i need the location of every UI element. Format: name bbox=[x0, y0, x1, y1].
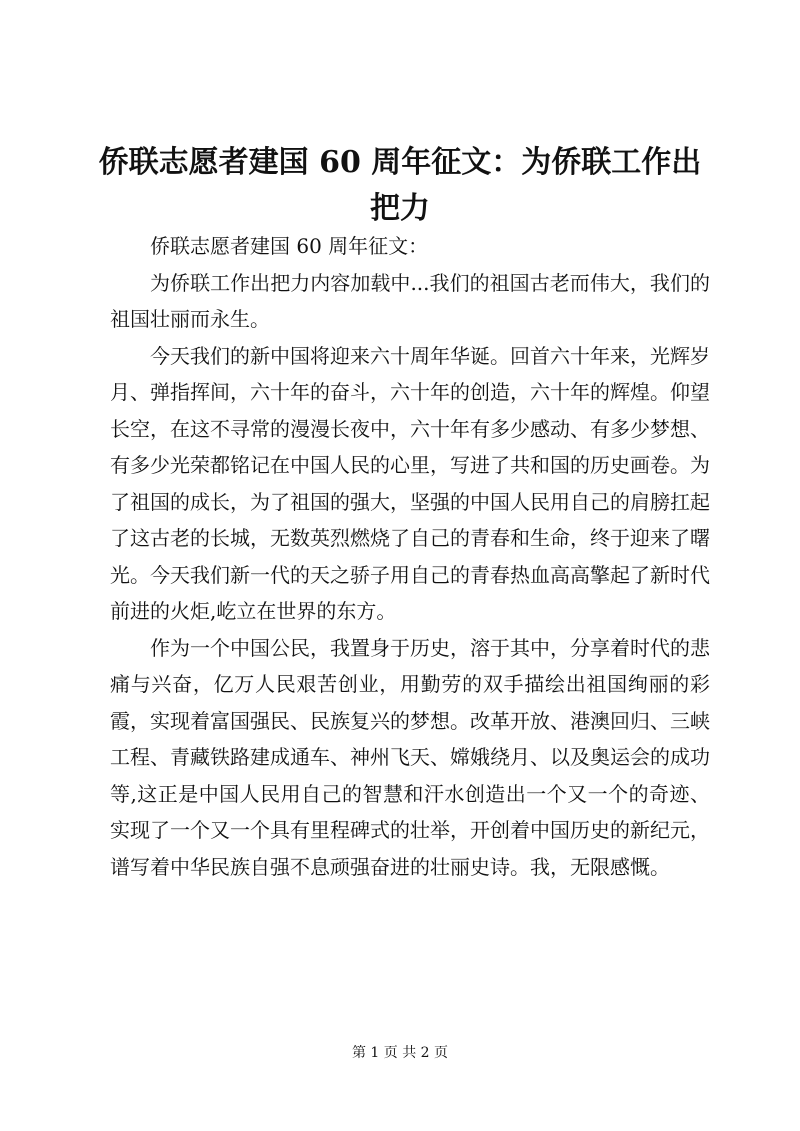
document-body bbox=[110, 228, 710, 885]
paragraph-sixty-years: 今天我们的新中国将迎来六十周年华诞。回首六十年来，光辉岁月、弹指挥间，六十年的奋斗，六十年的创造，六十年的辉煌。仰望长空，在这不寻常的漫漫长夜中，六十年有多少感动、有多少梦想、有多少光荣都铭记在中国人民的心里，写进了共和国的历史画卷。为了祖国的成长，为了祖国的强大，坚强的中国人民用自己的肩膀扛起了这古老的长城，无数英烈燃烧了自己的青春和生命，终于迎来了曙光。今天我们新一代的天之骄子用自己的青春热血高高擎起了新时代前进的火炬,屹立在世界的东方。 bbox=[110, 343, 710, 623]
paragraph-intro: 侨联志愿者建国 60 周年征文： bbox=[150, 234, 429, 258]
paragraph-opening: 为侨联工作出把力内容加载中...我们的祖国古老而伟大，我们的祖国壮丽而永生。 bbox=[110, 270, 710, 331]
paragraph-citizen: 作为一个中国公民，我置身于历史，溶于其中，分享着时代的悲痛与兴奋，亿万人民艰苦创业，用勤劳的双手描绘出祖国绚丽的彩霞，实现着富国强民、民族复兴的梦想。改革开放、港澳回归、三峡工程、青藏铁路建成通车、神州飞天、嫦娥绕月、以及奥运会的成功等,这正是中国人民用自己的智慧和汗水创造出一个又一个的奇迹、实现了一个又一个具有里程碑式的壮举，开创着中国历史的新纪元，谱写着中华民族自强不息顽强奋进的壮丽史诗。我，无限感慨。 bbox=[110, 635, 710, 879]
page-footer: 第 1 页 共 2 页 bbox=[351, 1045, 449, 1061]
title-line-1: 侨联志愿者建国 60 周年征文：为侨联工作出 bbox=[98, 145, 702, 180]
title-line-2: 把力 bbox=[370, 191, 430, 226]
document-title bbox=[80, 140, 720, 232]
